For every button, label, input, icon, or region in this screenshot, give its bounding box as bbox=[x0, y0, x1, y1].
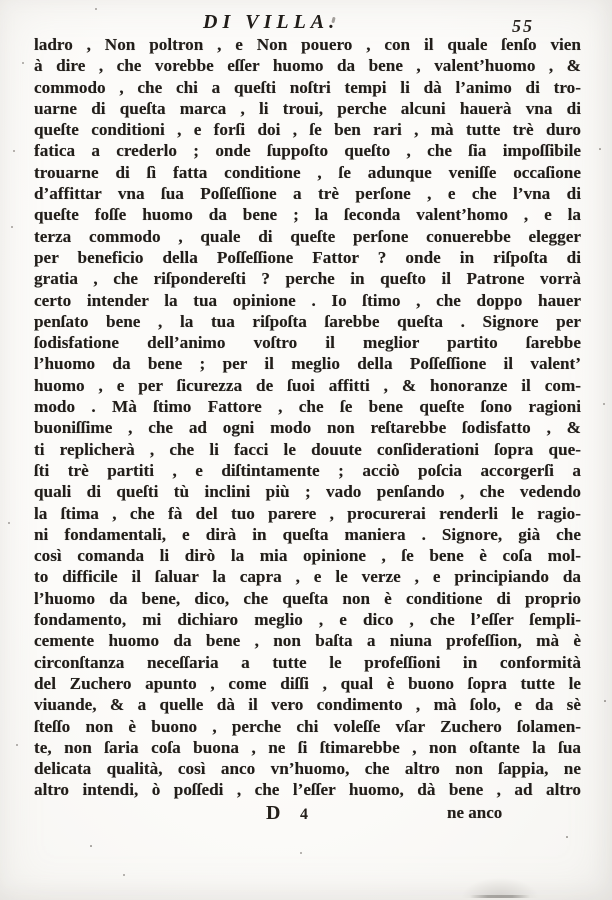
text-line: huomo , e per ſicurezza de ſuoi affitti , & honoranze il com- bbox=[34, 375, 581, 395]
text-line: la ſtima , che fà del tuo parere , procurerai renderli le ragio- bbox=[34, 503, 581, 523]
text-line: queſte foſſe huomo da bene ; la ſeconda valent’homo , e la bbox=[34, 205, 581, 225]
text-line: penſato bene , la tua riſpoſta ſarebbe queſta . Signore per bbox=[34, 311, 581, 331]
text-line: modo . Mà ſtimo Fattore , che ſe bene queſte ſono ragioni bbox=[34, 397, 581, 417]
ink-speck bbox=[13, 150, 15, 152]
ink-speck bbox=[603, 403, 605, 405]
text-line: delicata qualità, così anco vn’huomo, che altro non ſappia, ne bbox=[34, 759, 581, 779]
text-line: à dire , che vorebbe eſſer huomo da bene , valent’huomo , & bbox=[34, 56, 581, 76]
ink-speck bbox=[95, 8, 97, 10]
text-line: per beneficio della Poſſeſſione Fattor ? onde in riſpoſta di bbox=[34, 247, 581, 267]
text-line: quali di queſti tù inclini più ; vado penſando , che vedendo bbox=[34, 482, 581, 502]
text-line: gratia , che riſpondereſti ? perche in queſto il Patrone vorrà bbox=[34, 269, 581, 289]
text-line: ladro , Non poltron , e Non pouero , con il quale ſenſo vien bbox=[34, 35, 581, 54]
ink-speck bbox=[599, 148, 601, 150]
ink-speck bbox=[300, 852, 302, 854]
ink-speck bbox=[604, 700, 606, 702]
text-line: ti replicherà , che li facci le douute conſiderationi ſopra que- bbox=[34, 439, 581, 459]
ink-speck bbox=[11, 226, 13, 228]
text-line: ſodisfatione dell’animo voſtro il meglior partito ſarebbe bbox=[34, 333, 581, 353]
text-line: altro intendi, ò poſſedi , che l’eſſer huomo, dà bene , ad altro bbox=[34, 780, 581, 800]
page-number: 55 bbox=[512, 16, 534, 36]
text-line: to difficile il ſaluar la capra , e le verze , e principiando da bbox=[34, 567, 581, 587]
text-line: circonſtanza neceſſaria a tutte le profeſſioni in conformità bbox=[34, 652, 581, 672]
text-line: ni fondamentali, e dirà in queſta maniera . Signore, già che bbox=[34, 524, 581, 544]
signature-mark-number: 4 bbox=[300, 806, 308, 823]
ink-speck bbox=[90, 845, 92, 847]
ink-speck bbox=[8, 522, 10, 524]
text-line: così comanda li dirò la mia opinione , ſe bene è coſa mol- bbox=[34, 546, 581, 566]
text-line: fatica a crederlo ; onde ſuppoſto queſto , che ſia impoſſibile bbox=[34, 141, 581, 161]
ink-speck bbox=[16, 744, 18, 746]
body-text bbox=[34, 34, 581, 801]
text-line: del Zuchero apunto , come diſſi , qual è buono ſopra tutte le bbox=[34, 673, 581, 693]
text-line: terza commodo , quale di queſte perſone conuerebbe elegger bbox=[34, 226, 581, 246]
text-line: commodo , che chi a queſti noſtri tempi li dà l’animo di tro- bbox=[34, 77, 581, 97]
text-line: te, non ſaria coſa buona , ne ſi ſtimarebbe , non oſtante la ſua bbox=[34, 737, 581, 757]
running-header-title: DI VILLA. bbox=[203, 11, 340, 33]
ink-speck bbox=[22, 62, 24, 64]
text-line: d’affittar vna ſua Poſſeſſione a trè perſone , e che l’vna di bbox=[34, 184, 581, 204]
scan-smudge-bar bbox=[470, 895, 530, 898]
text-line: ſti trè partiti , e diſtintamente ; acciò poſcia accorgerſi a bbox=[34, 460, 581, 480]
ink-speck bbox=[123, 874, 125, 876]
text-line: certo intender la tua opinione . Io ſtimo , che doppo hauer bbox=[34, 290, 581, 310]
ink-speck bbox=[566, 836, 568, 838]
text-line: trouarne di ſì fatta conditione , ſe adunque veniſſe occaſione bbox=[34, 162, 581, 182]
text-line: l’huomo da bene ; per il meglio della Poſſeſſione il valent’ bbox=[34, 354, 581, 374]
text-line: viuande, & a quelle dà il vero condimento , mà ſolo, e da sè bbox=[34, 695, 581, 715]
text-line: buoniſſime , che ad ogni modo non reſtarebbe ſodisfatto , & bbox=[34, 418, 581, 438]
text-line: cemente huomo da bene , non baſta a niuna profeſſion, mà è bbox=[34, 631, 581, 651]
text-line: uarne di queſta marca , li troui, perche alcuni hauerà vna di bbox=[34, 98, 581, 118]
signature-mark-letter: D bbox=[266, 802, 281, 824]
catchword: ne anco bbox=[447, 803, 503, 822]
text-line: ſteſſo non è buono , perche chi voleſſe vſar Zuchero ſolamen- bbox=[34, 716, 581, 736]
text-line: l’huomo da bene, dico, che queſta non è conditione di proprio bbox=[34, 588, 581, 608]
text-line: fondamento, mi dichiaro meglio , e dico , che l’eſſer ſempli- bbox=[34, 610, 581, 630]
text-line: queſte conditioni , e forſi doi , ſe ben rari , mà tutte trè duro bbox=[34, 120, 581, 140]
